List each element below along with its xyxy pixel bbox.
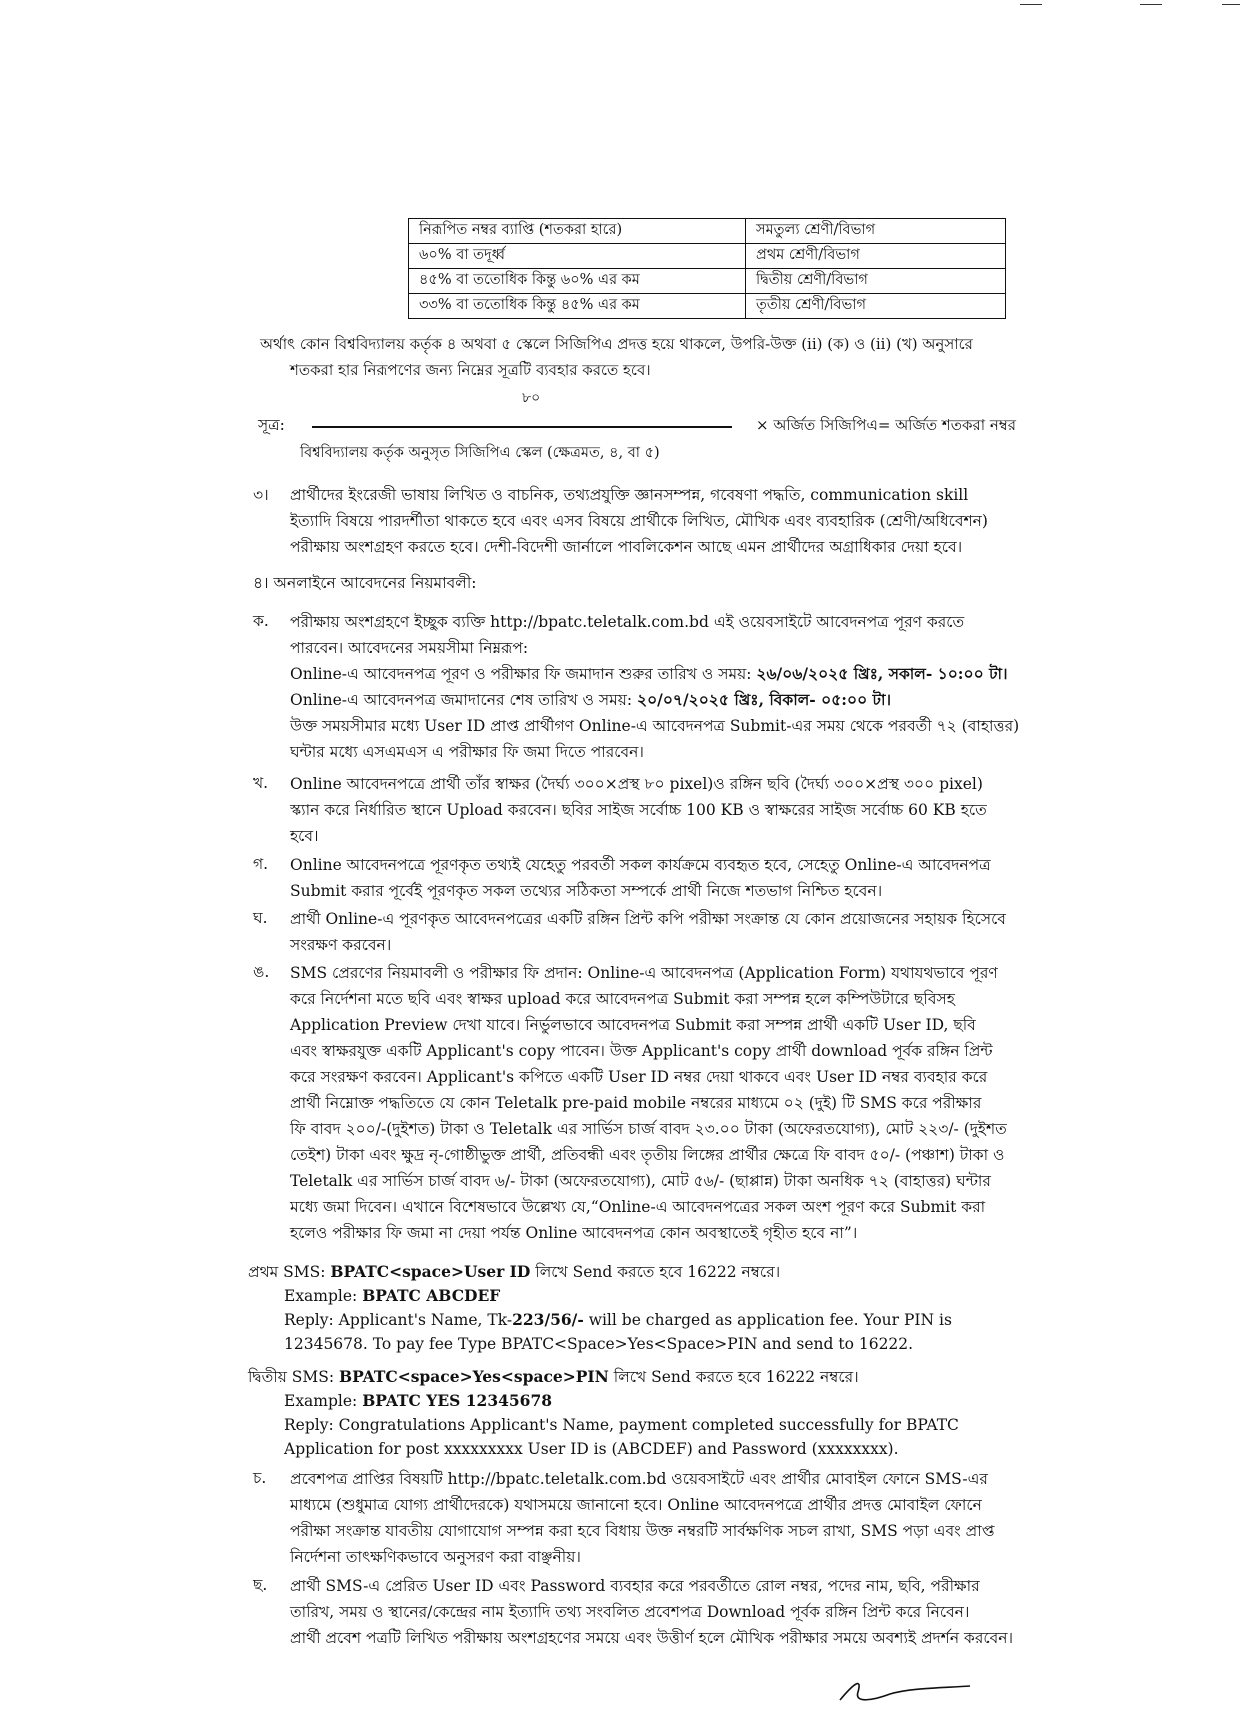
- item-line: প্রার্থী SMS-এ প্রেরিত User ID এবং Password ব্যবহার করে পরবর্তীতে রোল নম্বর, পদের নাম, ছবি, পরীক্ষার: [290, 1577, 980, 1595]
- item-line: তেইশ) টাকা এবং ক্ষুদ্র নৃ-গোষ্ঠীভুক্ত প্রার্থী, প্রতিবন্ধী এবং তৃতীয় লিঙ্গের প্রার্থীর ক্ষেত্রে ফি বাবদ ৫০/- (পঞ্চাশ) টাকা ও: [290, 1146, 1005, 1164]
- item-kha: [290, 771, 1105, 849]
- table-cell: ৬০% বা তদূর্ধ্ব: [409, 244, 746, 269]
- section-3-body: [290, 482, 1105, 560]
- item-line: প্রবেশপত্র প্রাপ্তির বিষয়টি http://bpatc.teletalk.com.bd ওয়েবসাইটে এবং প্রার্থীর মোবাইল ফোনে SMS-এর: [290, 1470, 988, 1488]
- section-line: ইত্যাদি বিষয়ে পারদর্শীতা থাকতে হবে এবং এসব বিষয়ে প্রার্থীকে লিখিত, মৌখিক এবং ব্যবহারিক (শ্রেণী/অধিবেশন): [290, 512, 988, 530]
- item-line: Online আবেদনপত্রে পূরণকৃত তথ্যই যেহেতু পরবর্তী সকল কার্যক্রমে ব্যবহৃত হবে, সেহেতু Online-এ আবেদনপত্র: [290, 856, 991, 874]
- sms-command-line: [248, 1260, 1108, 1284]
- sms-example: [248, 1389, 1108, 1413]
- example-value: BPATC ABCDEF: [362, 1286, 501, 1305]
- item-cha: [290, 1573, 1105, 1651]
- section-line: প্রার্থীদের ইংরেজী ভাষায় লিখিত ও বাচনিক, তথ্যপ্রযুক্তি জ্ঞানসম্পন্ন, গবেষণা পদ্ধতি, communication skill: [290, 486, 969, 504]
- table-cell: প্রথম শ্রেণী/বিভাগ: [746, 244, 1006, 269]
- sms-example: [248, 1284, 1108, 1308]
- item-line: স্ক্যান করে নির্ধারিত স্থানে Upload করবেন। ছবির সাইজ সর্বোচ্চ 100 KB ও স্বাক্ষরের সাইজ সর্বোচ্চ 60 KB হতে: [290, 801, 987, 819]
- end-datetime: ২০/০৭/২০২৫ খ্রিঃ, বিকাল- ০৫:০০ টা।: [637, 690, 892, 709]
- application-end: [290, 687, 1105, 713]
- item-line: ফি বাবদ ২০০/-(দুইশত) টাকা ও Teletalk এর সার্ভিস চার্জ বাবদ ২৩.০০ টাকা (অফেরতযোগ্য), মোট ২২৩/- (দুইশত: [290, 1120, 1007, 1138]
- sms-suffix: লিখে Send করতে হবে 16222 নম্বরে।: [608, 1368, 859, 1386]
- table-cell: দ্বিতীয় শ্রেণী/বিভাগ: [746, 269, 1006, 294]
- item-line: তারিখ, সময় ও স্থানের/কেন্দ্রের নাম ইত্যাদি তথ্য সংবলিত প্রবেশপত্র Download পূর্বক রঙ্গিন প্রিন্ট করে নিবেন।: [290, 1603, 970, 1621]
- formula-label: সূত্র:: [258, 416, 285, 434]
- item-line: নির্দেশনা তাৎক্ষণিকভাবে অনুসরণ করা বাঞ্ছনীয়।: [290, 1548, 581, 1566]
- section-number: ৩।: [253, 486, 269, 504]
- cgpa-note-line: শতকরা হার নিরূপণের জন্য নিম্নের সূত্রটি ব্যবহার করতে হবে।: [290, 361, 651, 379]
- section-4-heading: ৪। অনলাইনে আবেদনের নিয়মাবলী:: [253, 574, 477, 592]
- scan-mark: [1222, 4, 1240, 5]
- sms-suffix: লিখে Send করতে হবে 16222 নম্বরে।: [530, 1263, 781, 1281]
- item-label: ঘ.: [253, 909, 268, 927]
- item-line: সংরক্ষণ করবেন।: [290, 936, 392, 954]
- sms-reply: 12345678. To pay fee Type BPATC<Space>Yes<Space>PIN and send to 16222.: [284, 1335, 914, 1353]
- item-label: ছ.: [253, 1576, 268, 1594]
- item-label: খ.: [253, 774, 269, 792]
- sms-instruction-2: [248, 1365, 1108, 1461]
- start-datetime: ২৬/০৬/২০২৫ খ্রিঃ, সকাল- ১০:০০ টা।: [756, 664, 1008, 683]
- table-header-row: [409, 219, 1006, 244]
- sms-command-line: [248, 1365, 1108, 1389]
- table-header-cell: নিরূপিত নম্বর ব্যাপ্তি (শতকরা হারে): [409, 219, 746, 244]
- formula-result: × অর্জিত সিজিপিএ= অর্জিত শতকরা নম্বর: [756, 416, 1016, 434]
- item-line: ঘন্টার মধ্যে এসএমএস এ পরীক্ষার ফি জমা দিতে পারবেন।: [290, 743, 644, 761]
- table-header-cell: সমতুল্য শ্রেণী/বিভাগ: [746, 219, 1006, 244]
- reply-text: will be charged as application fee. Your PIN is: [583, 1311, 952, 1329]
- item-line: পরীক্ষায় অংশগ্রহণে ইচ্ছুক ব্যক্তি http://bpatc.teletalk.com.bd এই ওয়েবসাইটে আবেদনপত্র পূরণ করতে: [290, 613, 965, 631]
- example-value: BPATC YES 12345678: [362, 1391, 553, 1410]
- item-label: চ.: [253, 1469, 267, 1487]
- grade-equivalence-table: [408, 218, 1006, 319]
- cgpa-note-line: অর্থাৎ কোন বিশ্ববিদ্যালয় কর্তৃক ৪ অথবা ৫ স্কেলে সিজিপিএ প্রদত্ত হয়ে থাকলে, উপরি-উক্ত (ii) (ক) ও (ii) (খ) অনুসারে: [260, 335, 973, 353]
- item-line: মাধ্যমে (শুধুমাত্র যোগ্য প্রার্থীদেরকে) যথাসময়ে জানানো হবে। Online আবেদনপত্রে প্রার্থীর প্রদত্ত মোবাইল ফোনে: [290, 1496, 982, 1514]
- sms-prefix: দ্বিতীয় SMS:: [248, 1368, 340, 1386]
- sms-instruction-1: [248, 1260, 1108, 1356]
- start-label: Online-এ আবেদনপত্র পূরণ ও পরীক্ষার ফি জমাদান শুরুর তারিখ ও সময়:: [290, 665, 757, 683]
- table-cell: ৩৩% বা ততোধিক কিন্তু ৪৫% এর কম: [409, 294, 746, 319]
- table-row: [409, 244, 1006, 269]
- scan-mark: [1140, 4, 1162, 5]
- signature-mark: [830, 1670, 980, 1710]
- item-line: হবে।: [290, 827, 319, 845]
- item-line: করে নির্দেশনা মতে ছবি এবং স্বাক্ষর upload করে আবেদনপত্র Submit করা সম্পন্ন হলে কম্পিউটারে ছবিসহ: [290, 990, 955, 1008]
- item-line: প্রার্থী নিম্নোক্ত পদ্ধতিতে যে কোন Teletalk pre-paid mobile নম্বরের মাধ্যমে ০২ (দুই) টি SMS করে পরীক্ষার: [290, 1094, 982, 1112]
- item-line: উক্ত সময়সীমার মধ্যে User ID প্রাপ্ত প্রার্থীগণ Online-এ আবেদনপত্র Submit-এর সময় থেকে পরবর্তী ৭২ (বাহাত্তর): [290, 717, 1020, 735]
- table-row: [409, 269, 1006, 294]
- sms-prefix: প্রথম SMS:: [248, 1263, 331, 1281]
- sms-reply: [248, 1308, 1108, 1332]
- reply-amount: 223/56/-: [512, 1310, 584, 1329]
- sms-command: BPATC<space>Yes<space>PIN: [339, 1367, 609, 1386]
- section-line: পরীক্ষায় অংশগ্রহণ করতে হবে। দেশী-বিদেশী জার্নালে পাবলিকেশন আছে এমন প্রার্থীদের অগ্রাধিকার দেয়া হবে।: [290, 538, 963, 556]
- item-line: এবং স্বাক্ষরযুক্ত একটি Applicant's copy পাবেন। উক্ত Applicant's copy প্রার্থী download পূর্বক রঙ্গিন প্রিন্ট: [290, 1042, 993, 1060]
- item-line: পরীক্ষা সংক্রান্ত যাবতীয় যোগাযোগ সম্পন্ন করা হবে বিধায় উক্ত নম্বরটি সার্বক্ষণিক সচল রাখা, SMS পড়া এবং প্রাপ্ত: [290, 1522, 995, 1540]
- item-line: মধ্যে জমা দিবেন। এখানে বিশেষভাবে উল্লেখ্য যে,“Online-এ আবেদনপত্রের সকল অংশ পূরণ করে Submit করা: [290, 1198, 986, 1216]
- item-line: হলেও পরীক্ষার ফি জমা না দেয়া পর্যন্ত Online আবেদনপত্র কোন অবস্থাতেই গৃহীত হবে না”।: [290, 1224, 858, 1242]
- fraction-bar: [312, 426, 732, 428]
- item-line: Submit করার পূর্বেই পূরণকৃত সকল তথ্যের সঠিকতা সম্পর্কে প্রার্থী নিজে শতভাগ নিশ্চিত হবেন।: [290, 882, 883, 900]
- item-line: প্রার্থী প্রবেশ পত্রটি লিখিত পরীক্ষায় অংশগ্রহণের সময়ে এবং উত্তীর্ণ হলে মৌখিক পরীক্ষার সময়ে অবশ্যই প্রদর্শন করবেন।: [290, 1629, 1014, 1647]
- table-cell: তৃতীয় শ্রেণী/বিভাগ: [746, 294, 1006, 319]
- example-label: Example:: [284, 1287, 363, 1305]
- item-line: Application Preview দেখা যাবে। নির্ভুলভাবে আবেদনপত্র Submit করা সম্পন্ন প্রার্থী একটি User ID, ছবি: [290, 1016, 976, 1034]
- item-ca: [290, 1466, 1105, 1570]
- item-line: প্রার্থী Online-এ পূরণকৃত আবেদনপত্রের একটি রঙ্গিন প্রিন্ট কপি পরীক্ষা সংক্রান্ত যে কোন প্রয়োজনের সহায়ক হিসেবে: [290, 910, 1006, 928]
- item-label: গ.: [253, 855, 269, 873]
- item-ka: [290, 609, 1105, 765]
- item-uma: [290, 960, 1105, 1246]
- sms-command: BPATC<space>User ID: [330, 1262, 531, 1281]
- table-cell: ৪৫% বা ততোধিক কিন্তু ৬০% এর কম: [409, 269, 746, 294]
- item-line: SMS প্রেরণের নিয়মাবলী ও পরীক্ষার ফি প্রদান: Online-এ আবেদনপত্র (Application Form) যথাযথভাবে পূরণ: [290, 964, 998, 982]
- item-gha: [290, 906, 1105, 958]
- item-ga: [290, 852, 1105, 904]
- sms-reply: Reply: Congratulations Applicant's Name, payment completed successfully for BPATC: [284, 1416, 959, 1434]
- example-label: Example:: [284, 1392, 363, 1410]
- table-row: [409, 294, 1006, 319]
- item-label: ক.: [253, 612, 269, 630]
- item-label: ঙ.: [253, 963, 270, 981]
- formula-denominator: বিশ্ববিদ্যালয় কর্তৃক অনুসৃত সিজিপিএ স্কেল (ক্ষেত্রমত, ৪, বা ৫): [300, 445, 660, 461]
- item-line: Teletalk এর সার্ভিস চার্জ বাবদ ৬/- টাকা (অফেরতযোগ্য), মোট ৫৬/- (ছাপ্পান্ন) টাকা অনধিক ৭২ (বাহাত্তর) ঘন্টার: [290, 1172, 991, 1190]
- item-line: Online আবেদনপত্রে প্রার্থী তাঁর স্বাক্ষর (দৈর্ঘ্য ৩০০×প্রস্থ ৮০ pixel)ও রঙ্গিন ছবি (দৈর্ঘ্য ৩০০×প্রস্থ ৩০০ pixel): [290, 775, 983, 793]
- sms-reply: Application for post xxxxxxxxx User ID is (ABCDEF) and Password (xxxxxxxx).: [284, 1440, 899, 1458]
- item-line: করে সংরক্ষণ করবেন। Applicant's কপিতে একটি User ID নম্বর দেয়া থাকবে এবং User ID নম্বর ব্যবহার করে: [290, 1068, 988, 1086]
- scan-mark: [1020, 4, 1042, 5]
- application-start: [290, 661, 1105, 687]
- end-label: Online-এ আবেদনপত্র জমাদানের শেষ তারিখ ও সময়:: [290, 691, 638, 709]
- reply-text: Reply: Applicant's Name, Tk-: [284, 1311, 513, 1329]
- formula-numerator: ৮০: [522, 390, 541, 406]
- item-line: পারবেন। আবেদনের সময়সীমা নিম্নরূপ:: [290, 639, 529, 657]
